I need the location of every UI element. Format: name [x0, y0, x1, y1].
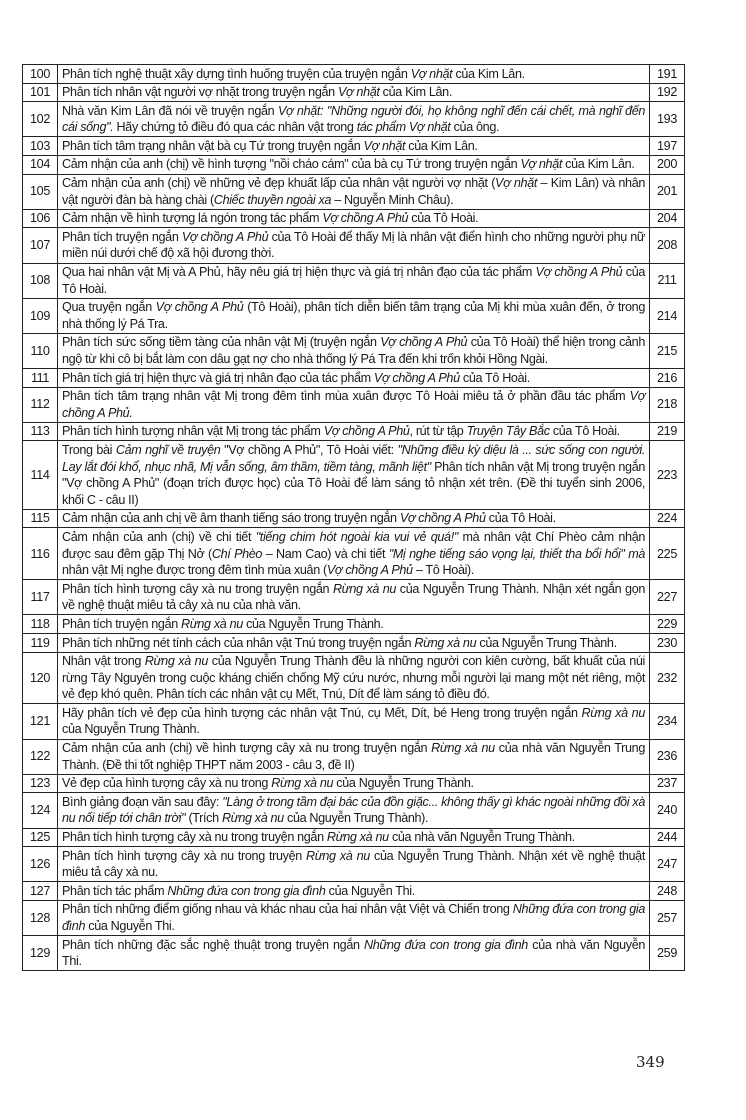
italic-text: tác phẩm Vợ nhặt: [356, 120, 451, 135]
page-reference: 218: [650, 387, 685, 422]
text-segment: Phân tích truyện ngắn: [62, 229, 182, 244]
text-segment: Qua hai nhân vật Mị và A Phủ, hãy nêu giá trị hiện thực và giá trị nhân đạo của tác phẩm: [62, 265, 536, 280]
italic-text: Những đứa con trong gia đình: [62, 902, 645, 933]
question-number: 112: [23, 387, 58, 422]
text-segment: của Tô Hoài.: [459, 370, 530, 385]
table-row: [23, 580, 685, 615]
page-reference: 219: [650, 422, 685, 441]
page-reference: 193: [650, 102, 685, 137]
question-title: [58, 174, 650, 209]
italic-text: Những đứa con trong gia đình: [363, 937, 528, 952]
question-number: 126: [23, 847, 58, 882]
text-segment: Nhân vật trong: [62, 654, 145, 669]
text-segment: "Vợ chồng A Phủ", Tô Hoài viết:: [220, 442, 398, 457]
text-segment: của nhà văn Nguyễn Trung Thành. (Đề thi tốt nghiệp THPT năm 2003 - câu 3, đề II): [62, 741, 645, 772]
question-number: 122: [23, 739, 58, 774]
question-title: [58, 580, 650, 615]
italic-text: Cảm nghĩ về truyện: [115, 442, 221, 457]
question-title: [58, 739, 650, 774]
table-row: [23, 936, 685, 971]
table-row: [23, 441, 685, 509]
page-number: 349: [636, 1053, 665, 1071]
italic-text: "tiếng chim hót ngoài kia vui vẻ quá!": [255, 529, 458, 544]
text-segment: của nhà văn Nguyễn Trung Thành.: [388, 830, 575, 845]
table-row: [23, 634, 685, 653]
italic-text: Rừng xà nu: [181, 616, 243, 631]
italic-text: Vợ chồng A Phủ: [326, 563, 413, 578]
text-segment: của nhà văn Nguyễn Thi.: [62, 937, 645, 969]
text-segment: của Nguyễn Trung Thành.: [333, 776, 474, 791]
page-reference: 223: [650, 441, 685, 509]
italic-text: Chiếc thuyền ngoài xa: [213, 192, 332, 207]
italic-text: Vợ chồng A Phủ.: [62, 389, 645, 420]
question-title: [58, 422, 650, 441]
text-segment: – Kim Lân) và nhân vật người đàn bà hàng chài (: [62, 176, 646, 207]
question-title: [58, 65, 650, 84]
table-row: [23, 704, 685, 739]
text-segment: – Nam Cao) và chi tiết: [262, 546, 389, 561]
page-reference: 224: [650, 509, 685, 528]
text-segment: của Nguyễn Trung Thành. Nhận xét ngắn gọn về nghệ thuật miêu tả cây xà nu của nhà văn.: [62, 581, 646, 613]
question-number: 111: [23, 369, 58, 388]
page-reference: 197: [650, 137, 685, 156]
italic-text: Vợ chồng A Phủ: [535, 265, 623, 280]
question-title: [58, 882, 650, 901]
page-reference: 201: [650, 174, 685, 209]
italic-text: Vợ chồng A Phủ: [399, 511, 486, 526]
italic-text: Truyện Tây Bắc: [466, 424, 550, 439]
italic-text: Vợ chồng A Phủ: [373, 370, 460, 385]
text-segment: của Kim Lân.: [405, 138, 478, 153]
question-number: 123: [23, 774, 58, 793]
question-number: 120: [23, 652, 58, 704]
text-segment: Phân tích hình tượng cây xà nu trong truyện ngắn: [62, 581, 333, 596]
page-reference: 232: [650, 652, 685, 704]
text-segment: của Kim Lân.: [562, 157, 635, 172]
italic-text: Vợ chồng A Phủ: [322, 211, 409, 226]
italic-text: Rừng xà nu: [581, 705, 645, 720]
page-reference: 208: [650, 228, 685, 263]
question-title: [58, 102, 650, 137]
italic-text: Những đứa con trong gia đình: [167, 883, 326, 898]
page-reference: 247: [650, 847, 685, 882]
question-number: 101: [23, 83, 58, 102]
text-segment: Phân tích những nét tính cách của nhân vật Tnú trong truyện ngắn: [62, 635, 415, 650]
text-segment: Phân tích tâm trạng nhân vật Mị trong đêm tình mùa xuân được Tô Hoài miêu tả ở phần đầu tác phẩm: [62, 389, 630, 404]
text-segment: (Tô Hoài), phân tích diễn biến tâm trạng của Mị khi mùa xuân đến, ở trong nhà thống lý Pá Tra.: [62, 300, 645, 331]
italic-text: Vợ nhặt: [520, 157, 563, 172]
table-row: [23, 509, 685, 528]
italic-text: Vợ nhặt: [495, 176, 538, 191]
question-number: 124: [23, 793, 58, 828]
text-segment: Hãy phân tích vẻ đẹp của hình tượng các nhân vật Tnú, cụ Mết, Dít, bé Heng trong truyện ngắn: [62, 705, 582, 720]
question-number: 118: [23, 615, 58, 634]
italic-text: Rừng xà nu: [332, 581, 397, 596]
text-segment: của Nguyễn Trung Thành.: [62, 722, 200, 737]
text-segment: Cảm nhận của anh (chị) về chi tiết: [62, 529, 256, 544]
question-number: 129: [23, 936, 58, 971]
question-number: 127: [23, 882, 58, 901]
question-number: 125: [23, 828, 58, 847]
page-reference: 248: [650, 882, 685, 901]
question-title: [58, 83, 650, 102]
text-segment: Hãy chứng tỏ điều đó qua các nhân vật trong: [113, 120, 357, 135]
text-segment: Phân tích nhân vật người vợ nhặt trong truyện ngắn: [62, 85, 338, 100]
italic-text: "Những điều kỳ diệu là ... sức sống con người. Lay lắt đói khổ, nhục nhã, Mị vẫn sống, âm thầm, tiềm tàng, mãnh liệt": [62, 442, 645, 474]
table-row: [23, 333, 685, 368]
text-segment: Cảm nhận của anh (chị) về những vẻ đẹp khuất lấp của nhân vật người vợ nhặt (: [62, 176, 496, 191]
page-reference: 236: [650, 739, 685, 774]
page-reference: 240: [650, 793, 685, 828]
text-segment: của Nguyễn Trung Thành.: [242, 616, 384, 631]
page-reference: 200: [650, 155, 685, 174]
text-segment: của Nguyễn Thi.: [325, 883, 415, 898]
question-number: 114: [23, 441, 58, 509]
text-segment: của Nguyễn Trung Thành).: [283, 811, 429, 826]
table-row: [23, 422, 685, 441]
table-row: [23, 793, 685, 828]
text-segment: Vẻ đẹp của hình tượng cây xà nu trong: [62, 776, 272, 791]
table-row: [23, 298, 685, 333]
table-row: [23, 882, 685, 901]
page-reference: 192: [650, 83, 685, 102]
text-segment: , rút từ tập: [409, 424, 467, 439]
italic-text: Vợ nhặt: [410, 66, 453, 81]
page-reference: 216: [650, 369, 685, 388]
table-row: [23, 228, 685, 263]
page-reference: 234: [650, 704, 685, 739]
table-row: [23, 137, 685, 156]
page-reference: 227: [650, 580, 685, 615]
page-reference: 230: [650, 634, 685, 653]
question-number: 100: [23, 65, 58, 84]
page-reference: 237: [650, 774, 685, 793]
text-segment: nhân vật Mị nghe được trong đêm tình mùa xuân (: [62, 563, 327, 578]
text-segment: Phân tích tâm trạng nhân vật bà cụ Tứ trong truyện ngắn: [62, 138, 364, 153]
table-row: [23, 83, 685, 102]
page-reference: 225: [650, 528, 685, 580]
table-row: [23, 174, 685, 209]
italic-text: Vợ chồng A Phủ: [181, 229, 269, 244]
italic-text: Rừng xà nu: [221, 811, 284, 826]
page-reference: 215: [650, 333, 685, 368]
question-number: 106: [23, 209, 58, 228]
text-segment: của Tô Hoài) thể hiện trong cảnh ngộ từ khi cô bị bắt làm con dâu gạt nợ cho nhà thống lý Pá Tra đến khi trốn khỏi Hồng Ngài.: [62, 335, 645, 366]
question-title: [58, 155, 650, 174]
table-of-contents: [22, 64, 685, 971]
table-row: [23, 387, 685, 422]
text-segment: Phân tích giá trị hiện thực và giá trị nhân đạo của tác phẩm: [62, 370, 374, 385]
text-segment: Nhà văn Kim Lân đã nói về truyện ngắn: [62, 103, 278, 118]
page-reference: 204: [650, 209, 685, 228]
question-title: [58, 263, 650, 298]
question-number: 116: [23, 528, 58, 580]
text-segment: Phân tích truyện ngắn: [62, 616, 182, 631]
italic-text: "Mị nghe tiếng sáo vọng lại, thiết tha bổi hổi" mà: [388, 546, 645, 561]
italic-text: Rừng xà nu: [414, 635, 477, 650]
text-segment: Phân tích hình tượng cây xà nu trong truyện: [62, 848, 307, 863]
table-row: [23, 828, 685, 847]
text-segment: của Tô Hoài.: [485, 511, 556, 526]
italic-text: Vợ nhặt: [363, 138, 406, 153]
text-segment: của Kim Lân.: [452, 66, 525, 81]
text-segment: Trong bài: [62, 442, 116, 457]
text-segment: Phân tích hình tượng nhân vật Mị trong tác phẩm: [62, 424, 324, 439]
text-segment: của Nguyễn Trung Thành.: [476, 635, 617, 650]
question-title: [58, 652, 650, 704]
italic-text: Vợ nhặt: [337, 85, 380, 100]
table-row: [23, 615, 685, 634]
question-title: [58, 828, 650, 847]
question-title: [58, 615, 650, 634]
text-segment: của Nguyễn Thi.: [85, 919, 175, 933]
text-segment: Cảm nhận của anh (chị) về hình tượng "nồi cháo cám" của bà cụ Tứ trong truyện ngắn: [62, 157, 521, 172]
italic-text: Vợ chồng A Phủ: [155, 300, 244, 315]
table-row: [23, 528, 685, 580]
text-segment: Qua truyện ngắn: [62, 300, 156, 315]
question-title: [58, 228, 650, 263]
table-row: [23, 263, 685, 298]
italic-text: Rừng xà nu: [431, 741, 495, 756]
text-segment: Cảm nhận của anh chị về âm thanh tiếng sáo trong truyện ngắn: [62, 511, 400, 526]
text-segment: – Tô Hoài).: [412, 563, 475, 578]
page-reference: 214: [650, 298, 685, 333]
text-segment: Phân tích nghệ thuật xây dựng tình huống truyện của truyện ngắn: [62, 66, 411, 81]
question-number: 103: [23, 137, 58, 156]
table-row: [23, 65, 685, 84]
table-row: [23, 900, 685, 935]
page-reference: 211: [650, 263, 685, 298]
table-row: [23, 739, 685, 774]
italic-text: Rừng xà nu: [326, 830, 389, 845]
question-title: [58, 774, 650, 793]
italic-text: Vợ nhặt: "Những người đói, họ không nghĩ đến cái chết, mà nghĩ đến cái sống".: [62, 103, 645, 135]
question-number: 104: [23, 155, 58, 174]
text-segment: của Tô Hoài.: [408, 211, 479, 226]
question-title: [58, 847, 650, 882]
text-segment: của Tô Hoài để thấy Mị là nhân vật điển hình cho những người phụ nữ miền núi dưới chế độ xã hội đương thời.: [62, 229, 646, 261]
question-number: 117: [23, 580, 58, 615]
table-row: [23, 652, 685, 704]
question-title: [58, 209, 650, 228]
question-title: [58, 298, 650, 333]
question-title: [58, 634, 650, 653]
italic-text: "Làng ở trong tầm đại bác của đồn giặc... không thấy gì khác ngoài những đồi xà nu nối tiếp tới chân trời": [62, 794, 645, 826]
text-segment: Phân tích hình tượng cây xà nu trong truyện ngắn: [62, 830, 327, 845]
page-reference: 191: [650, 65, 685, 84]
italic-text: Vợ chồng A Phủ: [323, 424, 410, 439]
question-title: [58, 936, 650, 971]
question-title: [58, 441, 650, 509]
table-row: [23, 369, 685, 388]
italic-text: Rừng xà nu: [144, 654, 208, 669]
page-reference: 257: [650, 900, 685, 935]
text-segment: của Tô Hoài.: [62, 265, 646, 296]
page-reference: 229: [650, 615, 685, 634]
text-segment: của Nguyễn Trung Thành đều là những người con kiên cường, bất khuất của núi rừng Tây Nguyên trong cuộc kháng chiến chống Mỹ cứu nước, nhưng mỗi người lại mang một nét riêng, một vẻ đẹp khó quên. Phân tích các nhân vật cụ Mết, Tnú, Dít để làm sáng tỏ điều đó.: [62, 654, 645, 702]
page-reference: 259: [650, 936, 685, 971]
text-segment: Cảm nhận của anh (chị) về hình tượng cây xà nu trong truyện ngắn: [62, 741, 432, 756]
question-number: 109: [23, 298, 58, 333]
question-number: 105: [23, 174, 58, 209]
text-segment: của Kim Lân.: [379, 85, 452, 100]
question-title: [58, 704, 650, 739]
question-title: [58, 387, 650, 422]
italic-text: Vợ chồng A Phủ: [380, 335, 468, 350]
italic-text: Rừng xà nu: [306, 848, 370, 863]
text-segment: Phân tích những đặc sắc nghệ thuật trong truyện ngắn: [62, 937, 364, 952]
question-number: 121: [23, 704, 58, 739]
question-title: [58, 900, 650, 935]
table-row: [23, 102, 685, 137]
question-number: 119: [23, 634, 58, 653]
question-number: 110: [23, 333, 58, 368]
question-title: [58, 528, 650, 580]
text-segment: (Trích: [185, 811, 222, 826]
question-title: [58, 509, 650, 528]
text-segment: Bình giảng đoạn văn sau đây:: [62, 794, 223, 809]
italic-text: Rừng xà nu: [271, 776, 334, 791]
table-row: [23, 847, 685, 882]
table-row: [23, 774, 685, 793]
text-segment: của Tô Hoài.: [549, 424, 620, 439]
question-title: [58, 793, 650, 828]
text-segment: Phân tích nhân vật Mị trong truyện ngắn "Vợ chồng A Phủ" (đoạn trích được học) của Tô Hoài để làm sáng tỏ nhận xét trên. (Đề thi tuyển sinh 2006, khối C - câu II): [62, 459, 645, 507]
table-row: [23, 209, 685, 228]
question-number: 115: [23, 509, 58, 528]
text-segment: Phân tích những điểm giống nhau và khác nhau của hai nhân vật Việt và Chiến trong: [62, 902, 513, 917]
page-reference: 244: [650, 828, 685, 847]
text-segment: của ông.: [450, 120, 500, 135]
question-title: [58, 333, 650, 368]
text-segment: Phân tích tác phẩm: [62, 883, 168, 898]
question-title: [58, 137, 650, 156]
question-number: 108: [23, 263, 58, 298]
question-number: 102: [23, 102, 58, 137]
question-number: 128: [23, 900, 58, 935]
question-number: 107: [23, 228, 58, 263]
text-segment: Phân tích sức sống tiềm tàng của nhân vật Mị (truyện ngắn: [62, 335, 381, 350]
question-number: 113: [23, 422, 58, 441]
question-title: [58, 369, 650, 388]
text-segment: – Nguyễn Minh Châu).: [331, 192, 454, 207]
text-segment: mà nhân vật Chí Phèo cảm nhận được sau đêm gặp Thị Nở (: [62, 529, 645, 561]
italic-text: Chí Phèo: [211, 546, 263, 561]
text-segment: của Nguyễn Trung Thành. Nhận xét về nghệ thuật miêu tả cây xà nu.: [62, 848, 645, 880]
table-row: [23, 155, 685, 174]
text-segment: Cảm nhận về hình tượng lá ngón trong tác phẩm: [62, 211, 323, 226]
